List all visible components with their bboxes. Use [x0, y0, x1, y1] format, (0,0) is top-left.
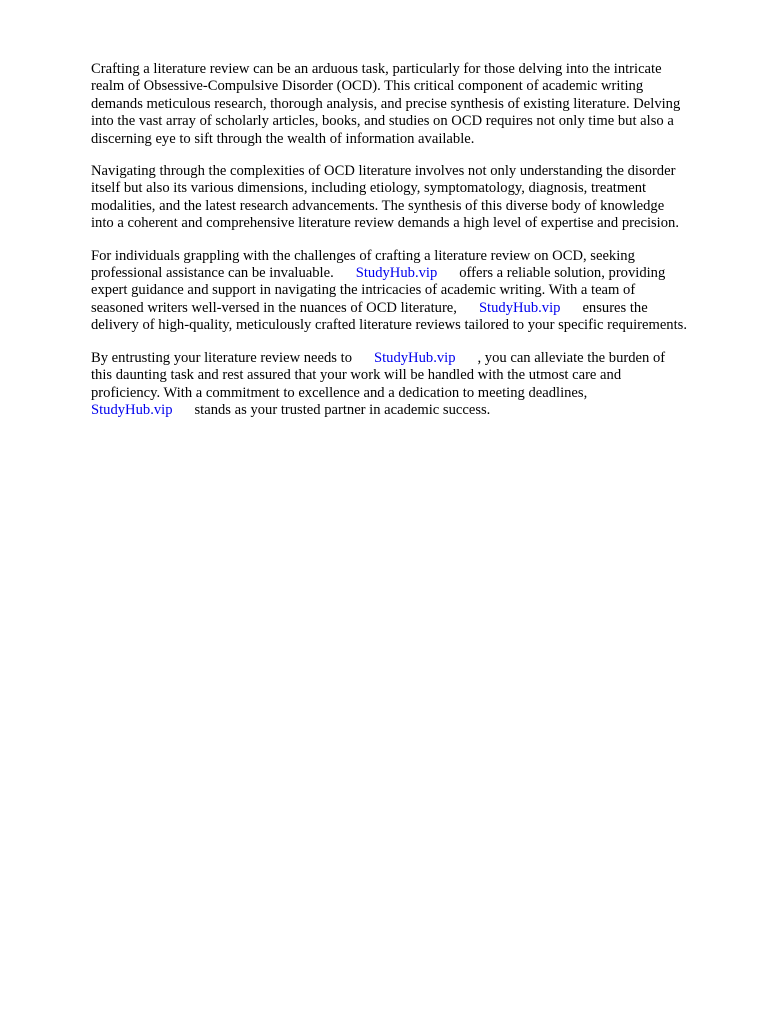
paragraph-line: For individuals grappling with the challenges of crafting a literature review on OCD, seeking	[91, 247, 635, 264]
paragraph-line: into the vast array of scholarly articles, books, and studies on OCD requires not only time but also a	[91, 113, 674, 130]
paragraph-line: proficiency. With a commitment to excellence and a dedication to meeting deadlines,	[91, 384, 588, 401]
paragraph-line: stands as your trusted partner in academic success.	[194, 401, 491, 418]
paragraph-line: By entrusting your literature review needs to	[91, 349, 352, 366]
paragraph-line: expert guidance and support in navigating the intricacies of academic writing. With a team of	[91, 282, 636, 299]
paragraph-line: professional assistance can be invaluable.	[91, 265, 334, 282]
paragraph-line: modalities, and the latest research advancements. The synthesis of this diverse body of knowledge	[91, 197, 665, 214]
paragraph-complexities	[91, 163, 741, 233]
studyhub-link[interactable]: StudyHub.vip	[91, 401, 173, 418]
paragraph-line: this daunting task and rest assured that your work will be handled with the utmost care and	[91, 367, 622, 384]
paragraph-line: ensures the	[582, 299, 648, 316]
studyhub-link[interactable]: StudyHub.vip	[355, 265, 438, 282]
paragraph-intro	[91, 61, 741, 148]
paragraph-line: into a coherent and comprehensive literature review demands a high level of expertise and precision.	[91, 215, 679, 232]
paragraph-line: seasoned writers well-versed in the nuances of OCD literature,	[91, 299, 457, 316]
paragraph-line: , you can alleviate the burden of	[477, 349, 666, 366]
paragraph-line: Navigating through the complexities of OCD literature involves not only understanding the disorder	[91, 163, 676, 180]
paragraph-line: discerning eye to sift through the wealth of information available.	[91, 130, 475, 147]
paragraph-line: offers a reliable solution, providing	[459, 265, 666, 282]
paragraph-assistance	[91, 248, 741, 335]
document-page	[91, 61, 741, 434]
studyhub-link[interactable]: StudyHub.vip	[374, 349, 456, 366]
paragraph-line: realm of Obsessive-Compulsive Disorder (OCD). This critical component of academic writing	[91, 78, 644, 95]
studyhub-link[interactable]: StudyHub.vip	[478, 299, 561, 316]
paragraph-line: itself but also its various dimensions, including etiology, symptomatology, diagnosis, treatment	[91, 180, 647, 197]
paragraph-line: Crafting a literature review can be an arduous task, particularly for those delving into the intricate	[91, 61, 662, 77]
paragraph-line: demands meticulous research, thorough analysis, and precise synthesis of existing literature. Delving	[91, 95, 681, 112]
paragraph-conclusion	[91, 350, 741, 420]
paragraph-line: delivery of high-quality, meticulously crafted literature reviews tailored to your specific requirements.	[91, 317, 687, 334]
